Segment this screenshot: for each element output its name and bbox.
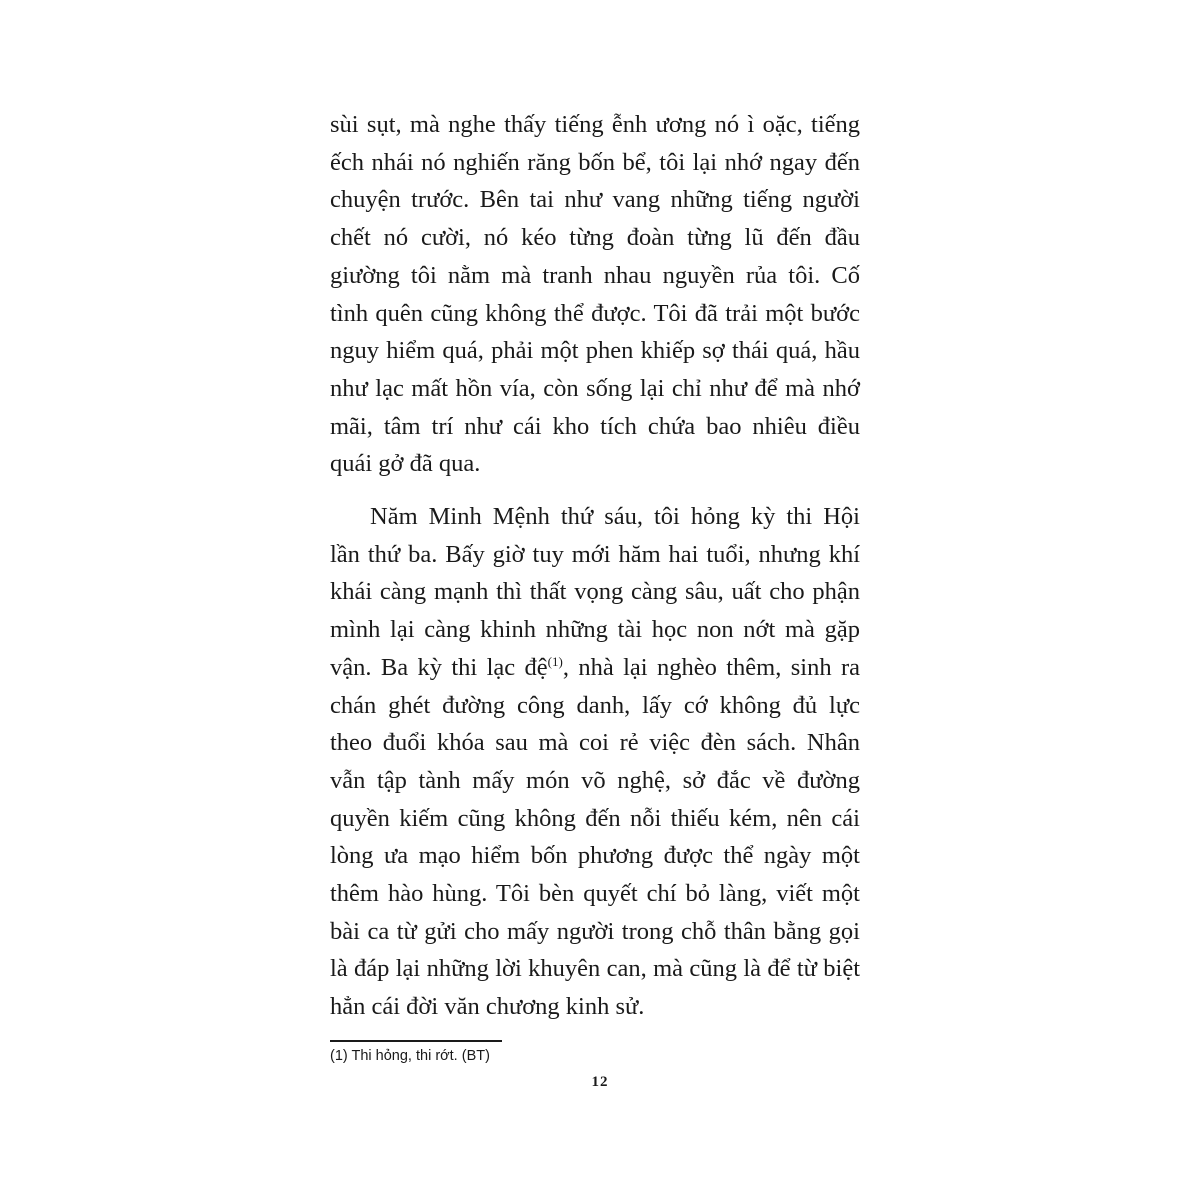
paragraph-gap (330, 483, 860, 498)
page-number: 12 (591, 1074, 609, 1090)
paragraph-2 (330, 498, 860, 1026)
text-segment: vận. Ba kỳ thi lạc đệ (330, 653, 548, 681)
text-line: là đáp lại những lời khuyên can, mà cũng là để từ biệt (330, 955, 860, 983)
text-line: lần thứ ba. Bấy giờ tuy mới hăm hai tuổi, nhưng khí (330, 540, 860, 568)
text-line: mình lại càng khinh những tài học non nớt mà gặp (330, 616, 860, 644)
text-line: chết nó cười, nó kéo từng đoàn từng lũ đến đầu (330, 224, 860, 252)
text-line: Năm Minh Mệnh thứ sáu, tôi hỏng kỳ thi Hội (370, 503, 860, 531)
text-line-with-footnote (330, 649, 860, 687)
text-line: mãi, tâm trí như cái kho tích chứa bao nhiêu điều (330, 412, 860, 440)
text-segment: , nhà lại nghèo thêm, sinh ra (562, 653, 860, 681)
text-line: giường tôi nằm mà tranh nhau nguyền rủa tôi. Cố (330, 261, 860, 289)
text-line: nguy hiểm quá, phải một phen khiếp sợ thái quá, hầu (330, 337, 860, 365)
text-line: như lạc mất hồn vía, còn sống lại chỉ như để mà nhớ (330, 374, 860, 402)
text-line: chuyện trước. Bên tai như vang những tiếng người (330, 186, 860, 214)
footnote-text: (1) Thi hỏng, thi rớt. (BT) (330, 1048, 490, 1064)
text-line: khái càng mạnh thì thất vọng càng sâu, uất cho phận (330, 578, 860, 606)
text-line: sùi sụt, mà nghe thấy tiếng ễnh ương nó ì oặc, tiếng (330, 111, 860, 138)
text-line: hẳn cái đời văn chương kinh sử. (330, 993, 645, 1021)
footnote-divider (330, 1040, 502, 1042)
text-line: quái gở đã qua. (330, 450, 481, 478)
text-line: lòng ưa mạo hiểm bốn phương được thể ngày một (330, 842, 860, 870)
text-line: theo đuổi khóa sau mà coi rẻ việc đèn sách. Nhân (330, 729, 860, 757)
text-line: thêm hào hùng. Tôi bèn quyết chí bỏ làng, viết một (330, 880, 860, 908)
footnote-marker[interactable]: (1) (547, 653, 563, 669)
body-text (330, 106, 860, 1026)
paragraph-1 (330, 106, 860, 483)
text-line: chán ghét đường công danh, lấy cớ không đủ lực (330, 691, 860, 719)
text-line: ếch nhái nó nghiến răng bốn bể, tôi lại nhớ ngay đến (330, 148, 860, 176)
text-line: quyền kiếm cũng không đến nỗi thiếu kém, nên cái (330, 804, 860, 832)
text-line: vẫn tập tành mấy món võ nghệ, sở đắc về đường (330, 766, 860, 794)
text-line: tình quên cũng không thể được. Tôi đã trải một bước (330, 299, 860, 327)
text-line: bài ca từ gửi cho mấy người trong chỗ thân bằng gọi (330, 917, 860, 945)
